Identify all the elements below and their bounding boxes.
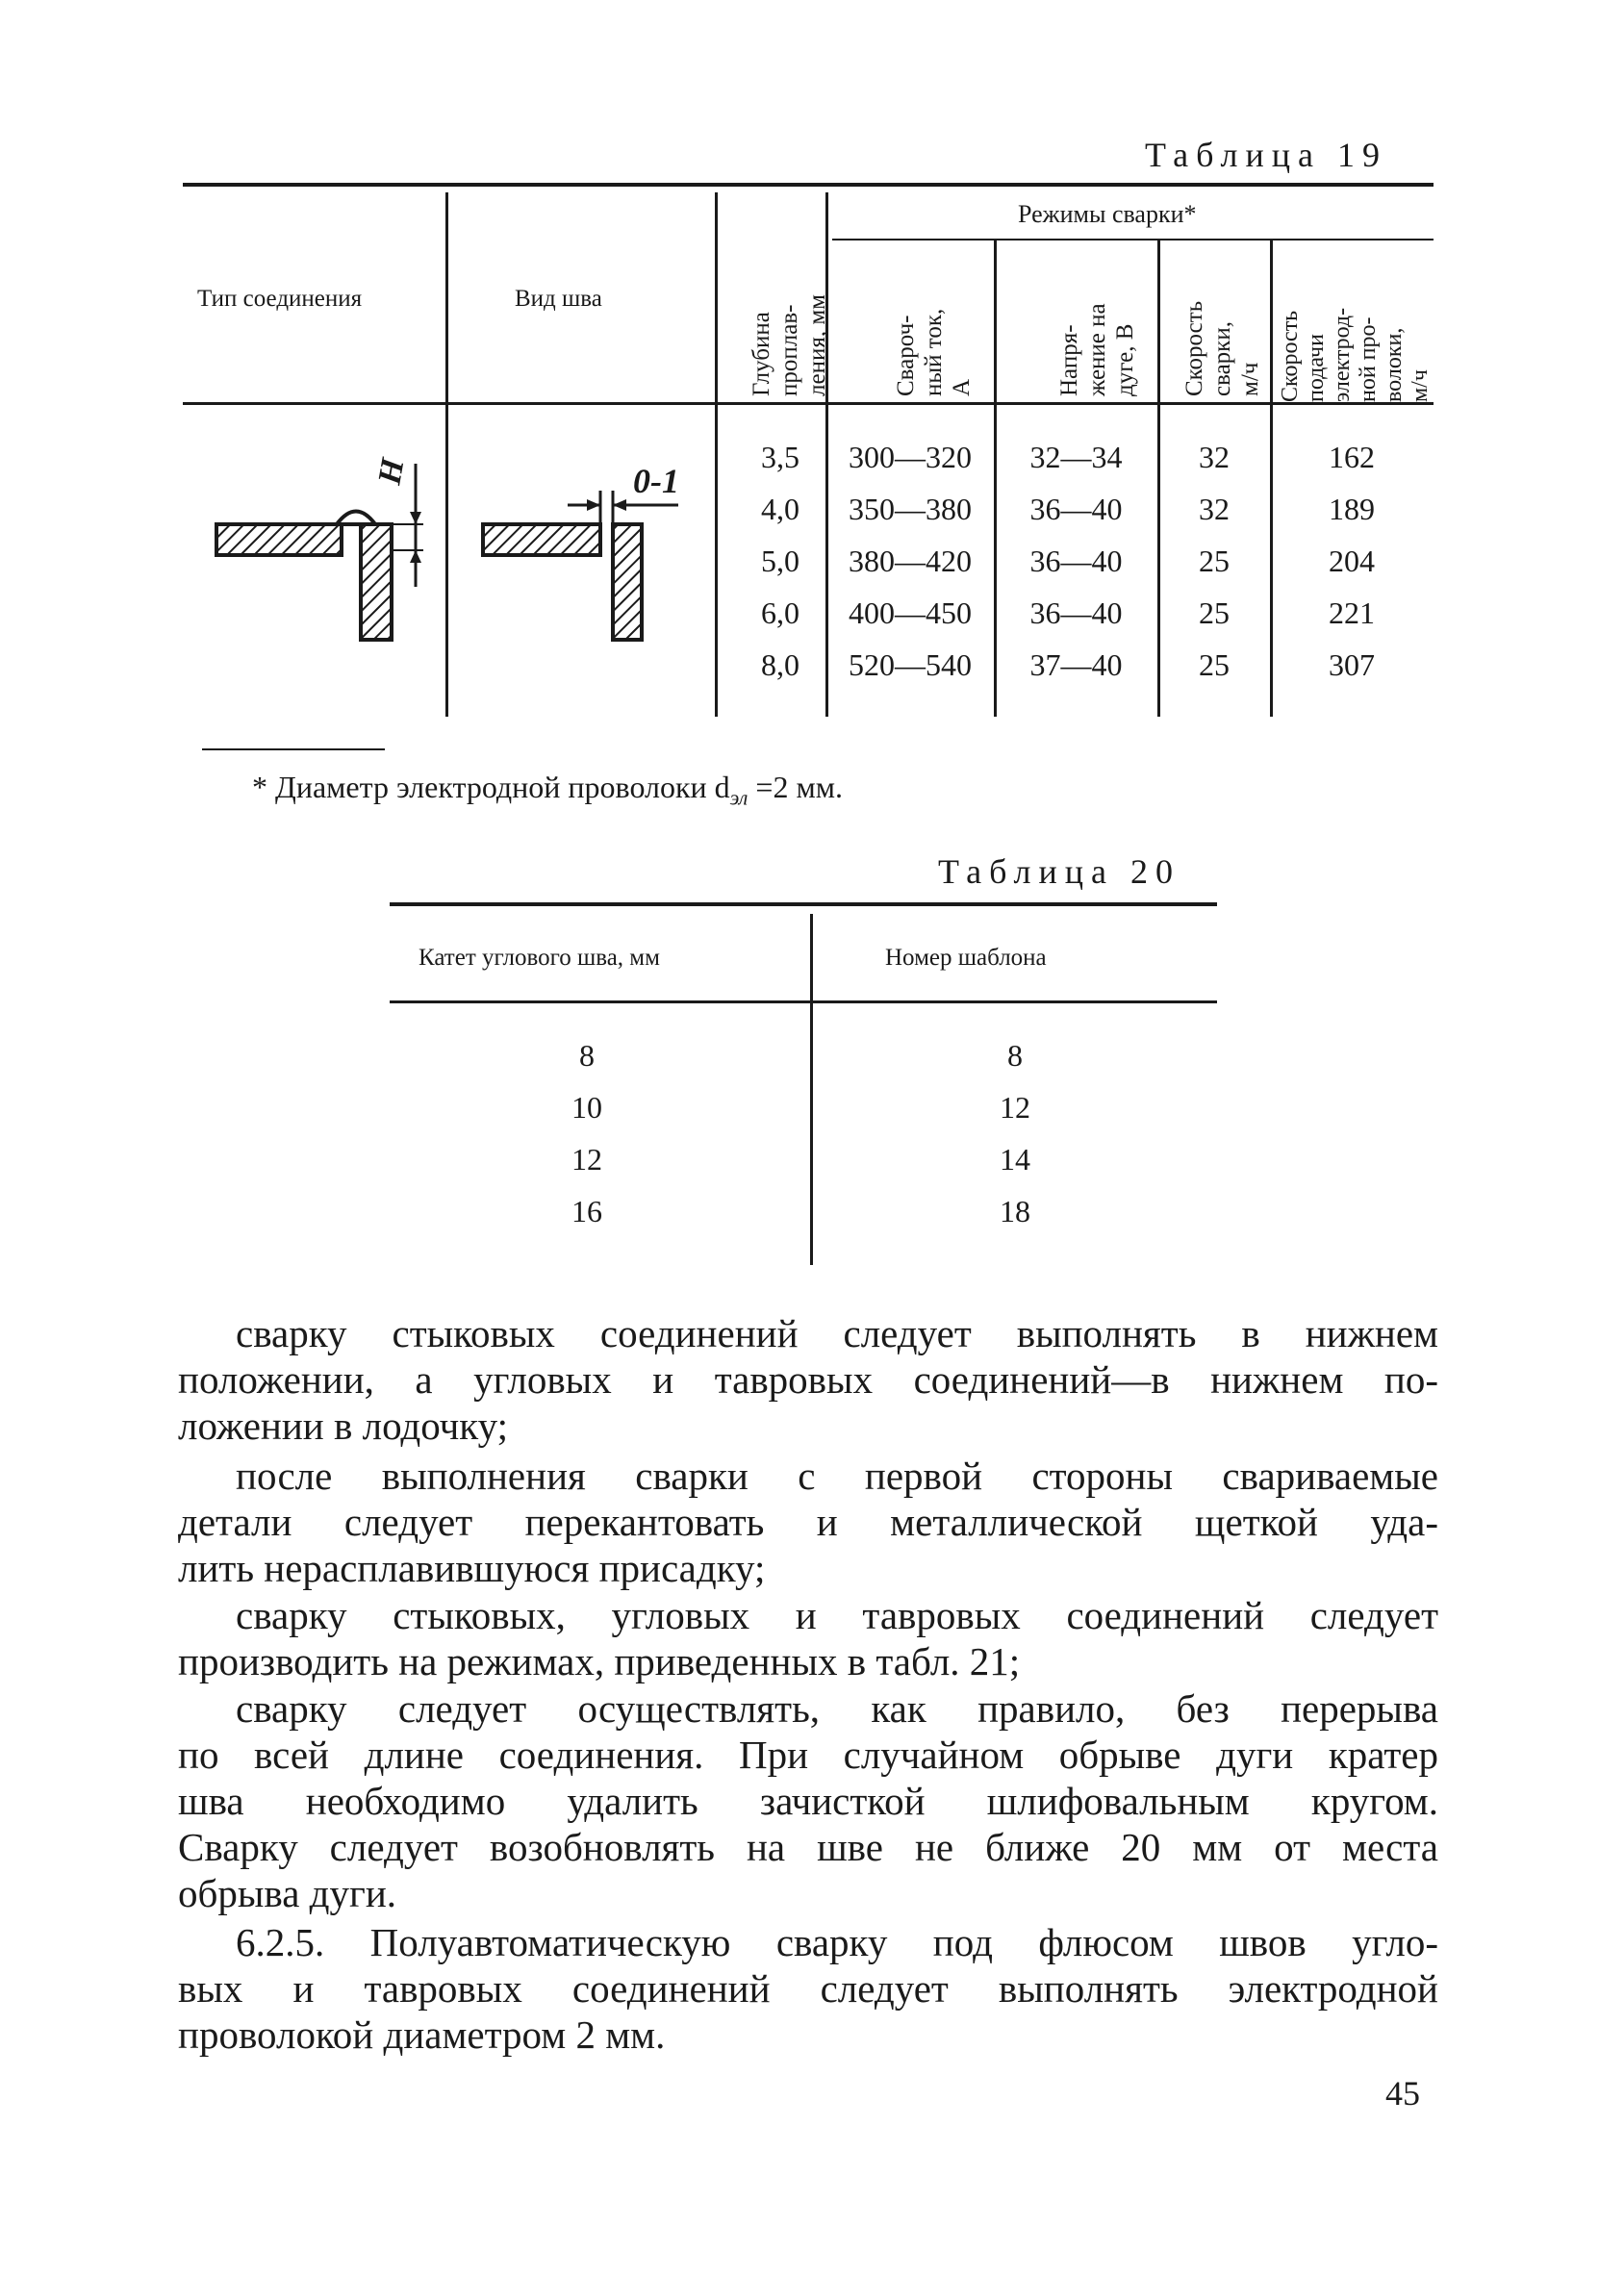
- column-wire-feed-speed: [1275, 431, 1429, 691]
- cell: 400—450: [849, 595, 972, 630]
- paragraph-3: сварку стыковых, угловых и тавровых соединений следует производить на режимах, приведенных в табл. 21;: [178, 1593, 1438, 1683]
- cell: 32: [1199, 440, 1230, 474]
- table20-header-rule: [390, 1000, 1217, 1003]
- cell: 36—40: [1029, 544, 1123, 578]
- horizontal-plate: [216, 524, 342, 555]
- cell: 5,0: [761, 544, 799, 578]
- cell: 12: [1000, 1090, 1030, 1125]
- header-welding-modes: Режимы сварки*: [1018, 200, 1197, 228]
- header-joint-type: Тип соединения: [197, 286, 363, 312]
- cell: 189: [1329, 492, 1375, 526]
- vertical-plate: [613, 524, 642, 640]
- paragraph-5: 6.2.5. Полуавтоматическую сварку под флюсом швов угло- вых и тавровых соединений следует выполнять электродной проволокой диаметром 2 мм.: [178, 1920, 1438, 2057]
- table19-top-rule: [183, 183, 1434, 187]
- cell: 32—34: [1029, 440, 1123, 474]
- cell: 25: [1199, 647, 1230, 682]
- cell: 8: [1007, 1038, 1023, 1073]
- cell: 16: [571, 1194, 602, 1228]
- cell: 37—40: [1029, 647, 1123, 682]
- header-fillet-leg: Катет углового шва, мм: [419, 945, 660, 971]
- cell: 8,0: [761, 647, 799, 682]
- column-arc-voltage: [998, 431, 1155, 691]
- cell: 350—380: [849, 492, 972, 526]
- cell: 18: [1000, 1194, 1030, 1228]
- column-penetration-depth: [737, 431, 824, 691]
- seam-view-drawing: [471, 452, 693, 654]
- column-fillet-leg: [539, 1029, 635, 1237]
- cell: 14: [1000, 1142, 1030, 1177]
- table19-vline: [1270, 240, 1273, 717]
- paragraph-2: после выполнения сварки с первой стороны свариваемые детали следует перекантовать и металлической щеткой уда- лить нерасплавившуюся присадку;: [178, 1454, 1438, 1590]
- table20-vline: [810, 914, 813, 1265]
- cell: 10: [571, 1090, 602, 1125]
- header-arc-voltage: Напря- жение на дуге, В: [1055, 303, 1138, 396]
- cell: 25: [1199, 595, 1230, 630]
- footnote-rule: [202, 748, 385, 750]
- header-welding-current: Свароч- ный ток, А: [892, 308, 975, 396]
- cell: 36—40: [1029, 492, 1123, 526]
- cell: 8: [579, 1038, 595, 1073]
- cell: 520—540: [849, 647, 972, 682]
- paragraph-4: сварку следует осуществлять, как правило, без перерыва по всей длине соединения. При случайном обрыве дуги кратер шва необходимо удалить зачисткой шлифовальным кругом. Сварку следует возобновлять на шве не ближе 20 мм от места обрыва дуги.: [178, 1686, 1438, 1915]
- header-template-number: Номер шаблона: [885, 945, 1047, 971]
- cell: 221: [1329, 595, 1375, 630]
- paragraph-1: сварку стыковых соединений следует выполнять в нижнем положении, а угловых и тавровых соединений—в нижнем по- ложении в лодочку;: [178, 1311, 1438, 1448]
- cell: 3,5: [761, 440, 799, 474]
- header-penetration-depth: Глубина проплав- ления, мм: [748, 294, 830, 396]
- cell: 25: [1199, 544, 1230, 578]
- cell: 12: [571, 1142, 602, 1177]
- column-welding-speed: [1161, 431, 1267, 691]
- page-number: 45: [1385, 2074, 1420, 2113]
- cell: 204: [1329, 544, 1375, 578]
- cell: 36—40: [1029, 595, 1123, 630]
- gap-label: 0-1: [633, 462, 679, 500]
- table19-vline: [715, 192, 718, 717]
- horizontal-plate: [483, 524, 600, 555]
- height-label: H: [371, 455, 412, 488]
- cell: 6,0: [761, 595, 799, 630]
- header-seam-view: Вид шва: [515, 286, 602, 312]
- column-template-number: [967, 1029, 1063, 1237]
- cell: 162: [1329, 440, 1375, 474]
- vertical-plate: [361, 524, 392, 640]
- weld-bead: [337, 512, 375, 525]
- column-welding-current: [829, 431, 991, 691]
- table20-top-rule: [390, 902, 1217, 906]
- cell: 307: [1329, 647, 1375, 682]
- table20-caption: Таблица 20: [938, 852, 1180, 891]
- table19-vline: [445, 192, 448, 717]
- cell: 300—320: [849, 440, 972, 474]
- table19-header-rule: [183, 402, 1434, 405]
- cell: 4,0: [761, 492, 799, 526]
- tee-joint-drawing: [202, 443, 433, 654]
- table19-footnote: * Диаметр электродной проволоки $d_{эл} =2$ мм.: [252, 770, 843, 810]
- header-wire-feed-speed: Скорость подачи электрод- ной про- волоки, м/ч: [1278, 307, 1433, 402]
- cell: 380—420: [849, 544, 972, 578]
- table19-caption: Таблица 19: [1145, 136, 1387, 174]
- header-welding-speed: Скорость сварки, м/ч: [1180, 300, 1263, 396]
- cell: 32: [1199, 492, 1230, 526]
